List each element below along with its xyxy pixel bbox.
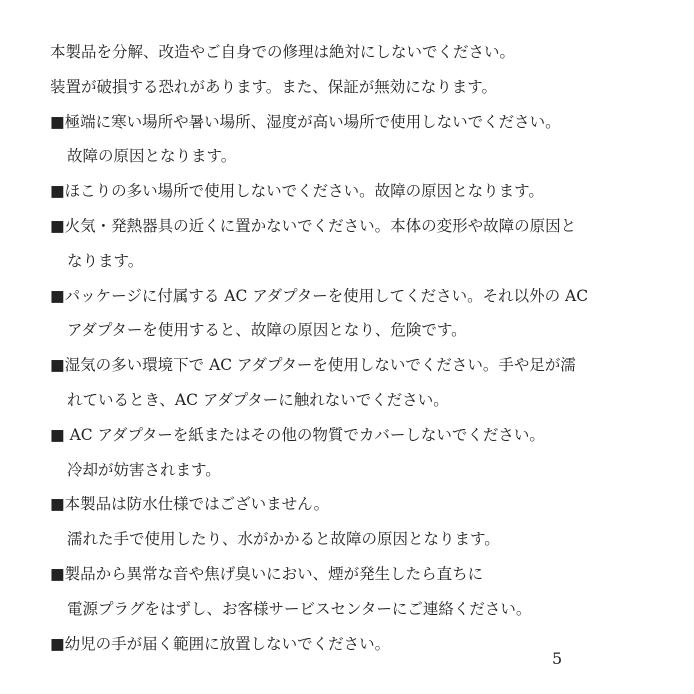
text-line: ■極端に寒い場所や暑い場所、湿度が高い場所で使用しないでください。 bbox=[50, 112, 561, 131]
page-number: 5 bbox=[552, 649, 563, 668]
text-line: ■火気・発熱器具の近くに置かないでください。本体の変形や故障の原因と bbox=[50, 216, 577, 235]
text-line: なります。 bbox=[67, 251, 144, 270]
text-line: 本製品を分解、改造やご自身での修理は絶対にしないでください。 bbox=[50, 43, 516, 61]
text-line: 故障の原因となります。 bbox=[67, 147, 237, 166]
text-line: ■パッケージに付属する AC アダプターを使用してください。それ以外の AC bbox=[50, 286, 589, 305]
text-line: アダプターを使用すると、故障の原因となり、危険です。 bbox=[67, 321, 467, 340]
text-line: ■ほこりの多い場所で使用しないでください。故障の原因となります。 bbox=[50, 182, 544, 201]
safety-precautions-text bbox=[50, 35, 680, 661]
text-line: ■製品から異常な音や焦げ臭いにおい、煙が発生したら直ちに bbox=[50, 564, 484, 583]
text-line: 濡れた手で使用したり、水がかかると故障の原因となります。 bbox=[67, 530, 500, 549]
text-line: 電源プラグをはずし、お客様サービスセンターにご連絡ください。 bbox=[67, 599, 532, 618]
text-line: ■幼児の手が届く範囲に放置しないでください。 bbox=[50, 634, 391, 653]
text-line: ■湿気の多い環境下で AC アダプターを使用しないでください。手や足が濡 bbox=[50, 356, 576, 375]
text-line: れているとき、AC アダプターに触れないでください。 bbox=[67, 390, 449, 409]
text-line: ■本製品は防水仕様ではございません。 bbox=[50, 495, 330, 514]
text-line: 装置が破損する恐れがあります。また、保証が無効になります。 bbox=[50, 77, 498, 96]
text-line: 冷却が妨害されます。 bbox=[67, 460, 221, 479]
text-line: ■ AC アダプターを紙またはその他の物質でカバーしないでください。 bbox=[50, 425, 545, 444]
